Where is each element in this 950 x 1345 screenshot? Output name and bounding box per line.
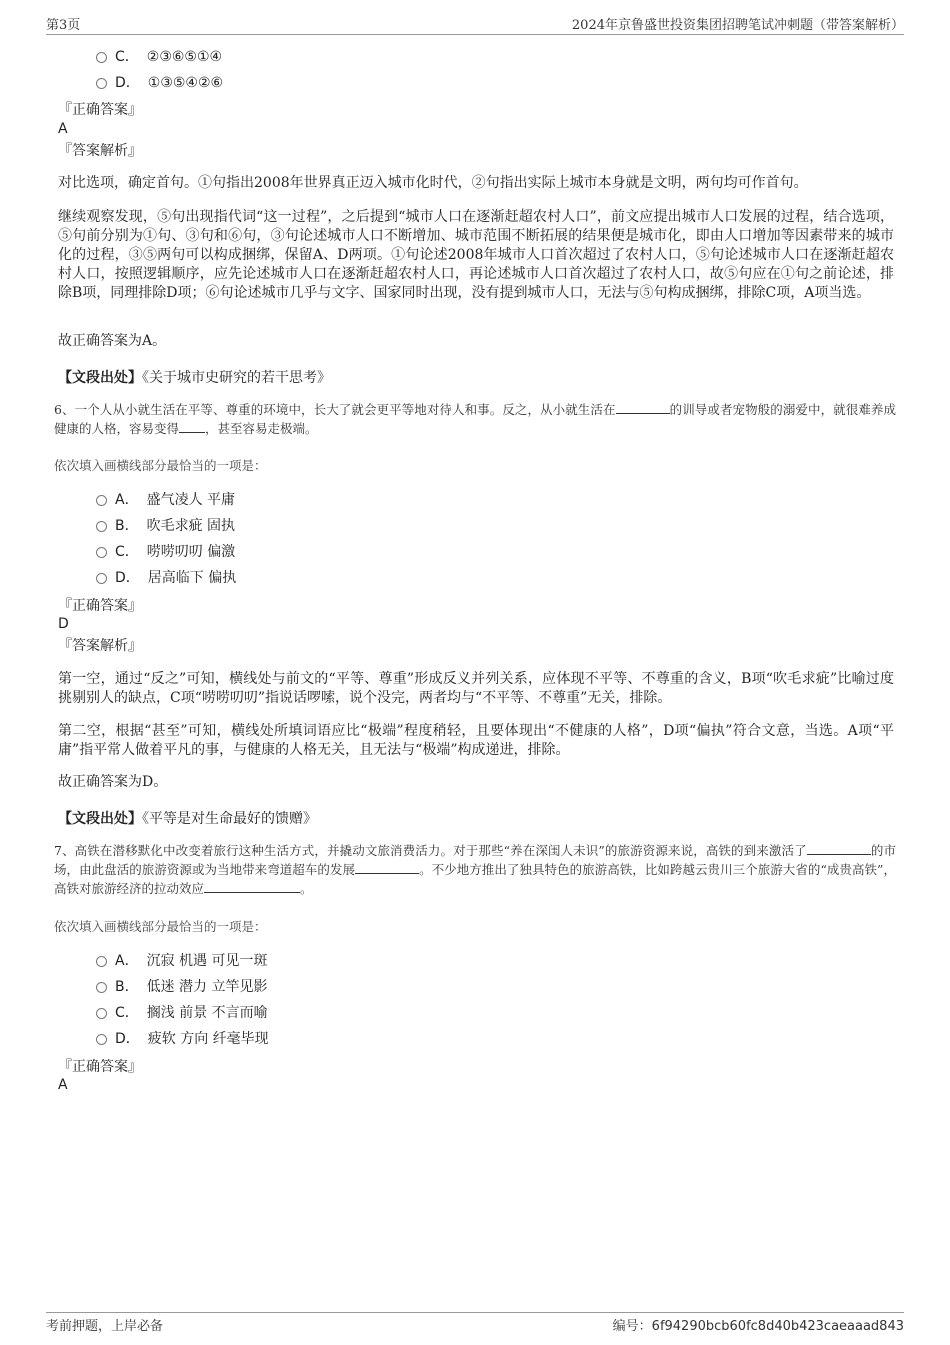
q6-option-b[interactable]: B． 吹毛求疵 固执 <box>96 517 235 535</box>
q7-option-c[interactable]: C． 搁浅 前景 不言而喻 <box>96 1004 268 1022</box>
q6-option-a[interactable]: A． 盛气凌人 平庸 <box>96 491 235 509</box>
radio-icon[interactable] <box>96 1034 107 1045</box>
q5-option-d[interactable]: D． ①③⑤④②⑥ <box>96 74 223 92</box>
q5-source: 【文段出处】《关于城市史研究的若干思考》 <box>58 370 331 386</box>
radio-icon[interactable] <box>96 956 107 967</box>
q5-analysis-conclusion: 故正确答案为A。 <box>58 333 167 349</box>
q7-prompt: 依次填入画横线部分最恰当的一项是： <box>54 919 267 934</box>
q5-option-c[interactable]: C． ②③⑥⑤①④ <box>96 48 222 66</box>
blank-line <box>807 842 871 855</box>
blank-line <box>355 861 419 874</box>
q6-option-d[interactable]: D． 居高临下 偏执 <box>96 569 236 587</box>
q5-answer-label: 『正确答案』 <box>58 102 142 118</box>
page-header <box>46 14 904 35</box>
blank-line <box>204 880 300 893</box>
document-title: 2024年京鲁盛世投资集团招聘笔试冲刺题（带答案解析） <box>571 18 904 33</box>
q6-stem: 6、一个人从小就生活在平等、尊重的环境中，长大了就会更平等地对待人和事。反之，从小就生活在 的训导或者宠物般的溺爱中，就很难养成健康的人格，容易变得 ，甚至容易走极端。 <box>54 402 896 436</box>
radio-icon[interactable] <box>96 52 107 63</box>
radio-icon[interactable] <box>96 1008 107 1019</box>
blank-line <box>179 420 205 433</box>
q6-option-c[interactable]: C． 唠唠叨叨 偏激 <box>96 543 235 561</box>
page-number: 第3页 <box>46 18 81 33</box>
q6-answer-label: 『正确答案』 <box>58 598 142 614</box>
radio-icon[interactable] <box>96 521 107 532</box>
q7-option-d[interactable]: D． 疲软 方向 纤毫毕现 <box>96 1030 269 1048</box>
q5-analysis-p2: 继续观察发现，⑤句出现指代词“这一过程”，之后提到“城市人口在逐渐赶超农村人口”，前文应提出城市人口发展的过程，结合选项，⑤句前分别为①句、③句和⑥句，③句论述城市人口不断增加、城市范围不断拓展的结果便是城市化，即由人口增加等因素带来的城市化的过程，③⑤两句可以构成捆绑，保留A、D两项。①句论述2008年城市人口首次超过了农村人口，⑤句论述城市人口在逐渐赶超农村人口，按照逻辑顺序，应先论述城市人口在逐渐赶超农村人口，再论述城市人口首次超过了农村人口，故⑤句应在①句之前论述，排除B项，同理排除D项；⑥句论述城市几乎与文字、国家同时出现，没有提到城市人口，无法与⑤句构成捆绑，排除C项，A项当选。 <box>58 209 894 301</box>
q6-prompt: 依次填入画横线部分最恰当的一项是： <box>54 458 267 473</box>
blank-line <box>616 401 670 414</box>
radio-icon[interactable] <box>96 982 107 993</box>
radio-icon[interactable] <box>96 547 107 558</box>
radio-icon[interactable] <box>96 78 107 89</box>
page-footer <box>46 1312 904 1337</box>
q7-answer-label: 『正确答案』 <box>58 1059 142 1075</box>
q7-answer: A <box>58 1077 68 1093</box>
q6-analysis-p2: 第二空，根据“甚至”可知，横线处所填词语应比“极端”程度稍轻，且要体现出“不健康的人格”，D项“偏执”符合文意，当选。A项“平庸”指平常人做着平凡的事，与健康的人格无关，且无法与“极端”构成递进，排除。 <box>58 723 894 758</box>
q6-source: 【文段出处】《平等是对生命最好的馈赠》 <box>58 811 317 827</box>
q7-option-b[interactable]: B． 低迷 潜力 立竿见影 <box>96 978 268 996</box>
radio-icon[interactable] <box>96 573 107 584</box>
q7-stem: 7、高铁在潜移默化中改变着旅行这种生活方式，并撬动文旅消费活力。对于那些“养在深闺人未识”的旅游资源来说，高铁的到来激活了 的市场，由此盘活的旅游资源或为当地带来弯道超车的发展 。不少地方推出了独具特色的旅游高铁，比如跨越云贵川三个旅游大省的“成贵高铁”，高铁对旅游经济的拉动效应 。 <box>54 843 896 896</box>
q6-answer: D <box>58 616 69 632</box>
q5-analysis-label: 『答案解析』 <box>58 143 142 159</box>
q6-analysis-label: 『答案解析』 <box>58 638 142 654</box>
footer-slogan: 考前押题，上岸必备 <box>46 1319 164 1334</box>
q5-analysis-p1: 对比选项，确定首句。①句指出2008年世界真正迈入城市化时代，②句指出实际上城市本身就是文明，两句均可作首句。 <box>58 175 808 191</box>
q7-option-a[interactable]: A． 沉寂 机遇 可见一斑 <box>96 952 267 970</box>
document-id: 编号：6f94290bcb60fc8d40b423caeaaad843 <box>612 1319 904 1334</box>
q6-analysis-conclusion: 故正确答案为D。 <box>58 774 168 790</box>
q6-analysis-p1: 第一空，通过“反之”可知，横线处与前文的“平等、尊重”形成反义并列关系，应体现不平等、不尊重的含义，B项“吹毛求疵”比喻过度挑剔别人的缺点，C项“唠唠叨叨”指说话啰嗦，说个没完，两者均与“不平等、不尊重”无关，排除。 <box>58 671 894 706</box>
q5-answer: A <box>58 121 68 137</box>
radio-icon[interactable] <box>96 495 107 506</box>
